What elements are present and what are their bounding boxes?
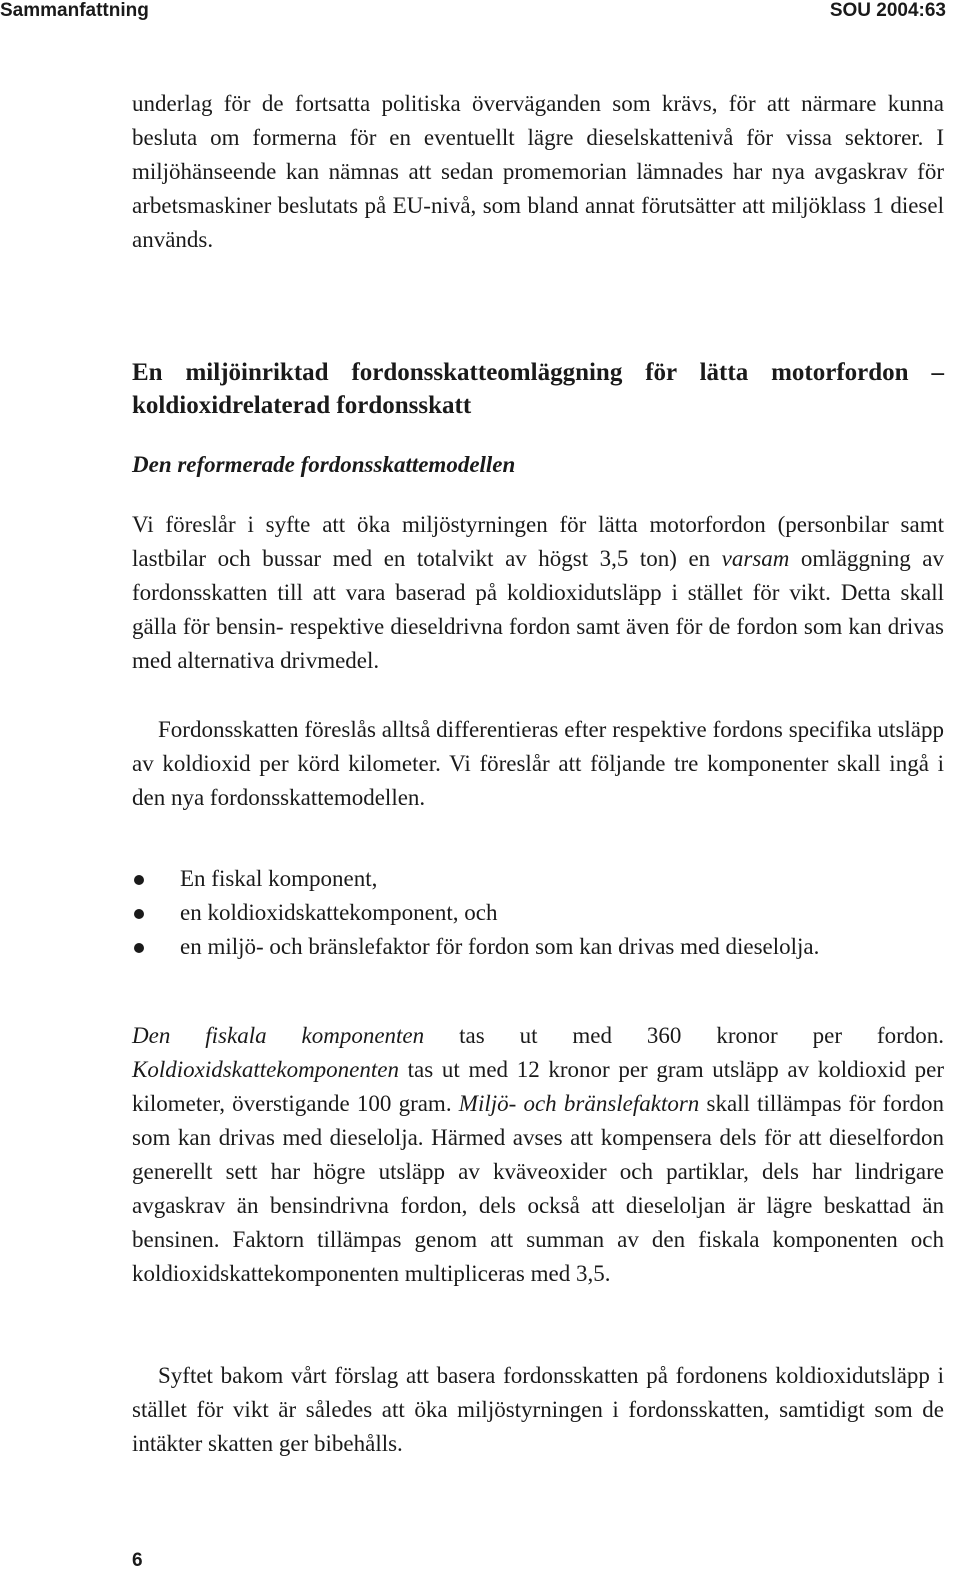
bullet-icon <box>134 943 144 953</box>
bullet-icon <box>134 909 144 919</box>
paragraph-components: Fordonsskatten föreslås alltså differentieras efter respektive fordons specifika utsläpp av koldioxid per körd kilometer. Vi föreslår att följande tre komponenter skall ingå i den nya fordonsskattemodellen. <box>132 717 944 810</box>
document-reference: SOU 2004:63 <box>829 0 946 21</box>
details-text-1: tas ut med 360 kronor per fordon. <box>424 1023 944 1048</box>
paragraph-details <box>132 1019 944 1291</box>
proposal-emphasis: varsam <box>721 546 790 571</box>
paragraph-purpose: Syftet bakom vårt förslag att basera fordonsskatten på fordonens koldioxidutsläpp i stället för vikt är således att öka miljöstyrningen i fordonsskatten, samtidigt som de intäkter skatten ger bibehålls. <box>132 1363 944 1456</box>
list-item-text: En fiskal komponent, <box>180 866 378 891</box>
paragraph-proposal <box>132 508 944 678</box>
proposal-text-2: omläggning av fordonsskatten till att vara baserad på koldioxidutsläpp i stället för vikt. Detta skall gälla för bensin- respektive dieseldrivna fordon samt även för de fordon som kan drivas med alternativa drivmedel. <box>132 546 944 673</box>
list-item <box>132 930 944 964</box>
list-item-text: en miljö- och bränslefaktor för fordon som kan drivas med dieselolja. <box>180 934 820 959</box>
section-title: Sammanfattning <box>0 0 149 21</box>
paragraph-intro: underlag för de fortsatta politiska överväganden som krävs, för att närmare kunna besluta om formerna för en eventuellt lägre dieselskattenivå för vissa sektorer. I miljöhänseende kan nämnas att sedan promemorian lämnades har nya avgaskrav för arbetsmaskiner beslutats på EU-nivå, som bland annat förutsätter att miljöklass 1 diesel används. <box>132 91 944 252</box>
list-item <box>132 862 944 896</box>
term-environment: Miljö- och bränslefaktorn <box>458 1091 700 1116</box>
page-number: 6 <box>132 1550 143 1571</box>
bullet-icon <box>134 875 144 885</box>
details-text-3: skall tillämpas för fordon som kan drivas med dieselolja. Härmed avses att kompensera dels för att dieselfordon generellt sett har högre utsläpp av kväveoxider och partiklar, dels har lindrigare avgaskrav än bensindrivna fordon, dels också att dieseloljan är lägre beskattad än bensinen. Faktorn tillämpas genom att summan av den fiskala komponenten och koldioxidskattekomponenten multipliceras med 3,5. <box>132 1091 944 1286</box>
term-co2: Koldioxidskattekomponenten <box>132 1057 399 1082</box>
section-heading: En miljöinriktad fordonsskatteomläggning för lätta motorfordon – koldioxidrelaterad fordonsskatt <box>132 359 944 419</box>
proposal-text-1: Vi föreslår i syfte att öka miljöstyrningen för lätta motorfordon (personbilar samt lastbilar och bussar med en totalvikt av högst 3,5 ton) en <box>132 512 944 571</box>
page-header <box>0 0 960 28</box>
term-fiscal: Den fiskala komponenten <box>132 1023 425 1048</box>
sub-heading: Den reformerade fordonsskattemodellen <box>132 452 516 477</box>
list-item-text: en koldioxidskattekomponent, och <box>180 900 498 925</box>
component-list <box>132 862 944 964</box>
list-item <box>132 896 944 930</box>
details-text-2: tas ut med 12 kronor per gram utsläpp av koldioxid per kilometer, överstigande 100 gram. <box>132 1057 944 1116</box>
